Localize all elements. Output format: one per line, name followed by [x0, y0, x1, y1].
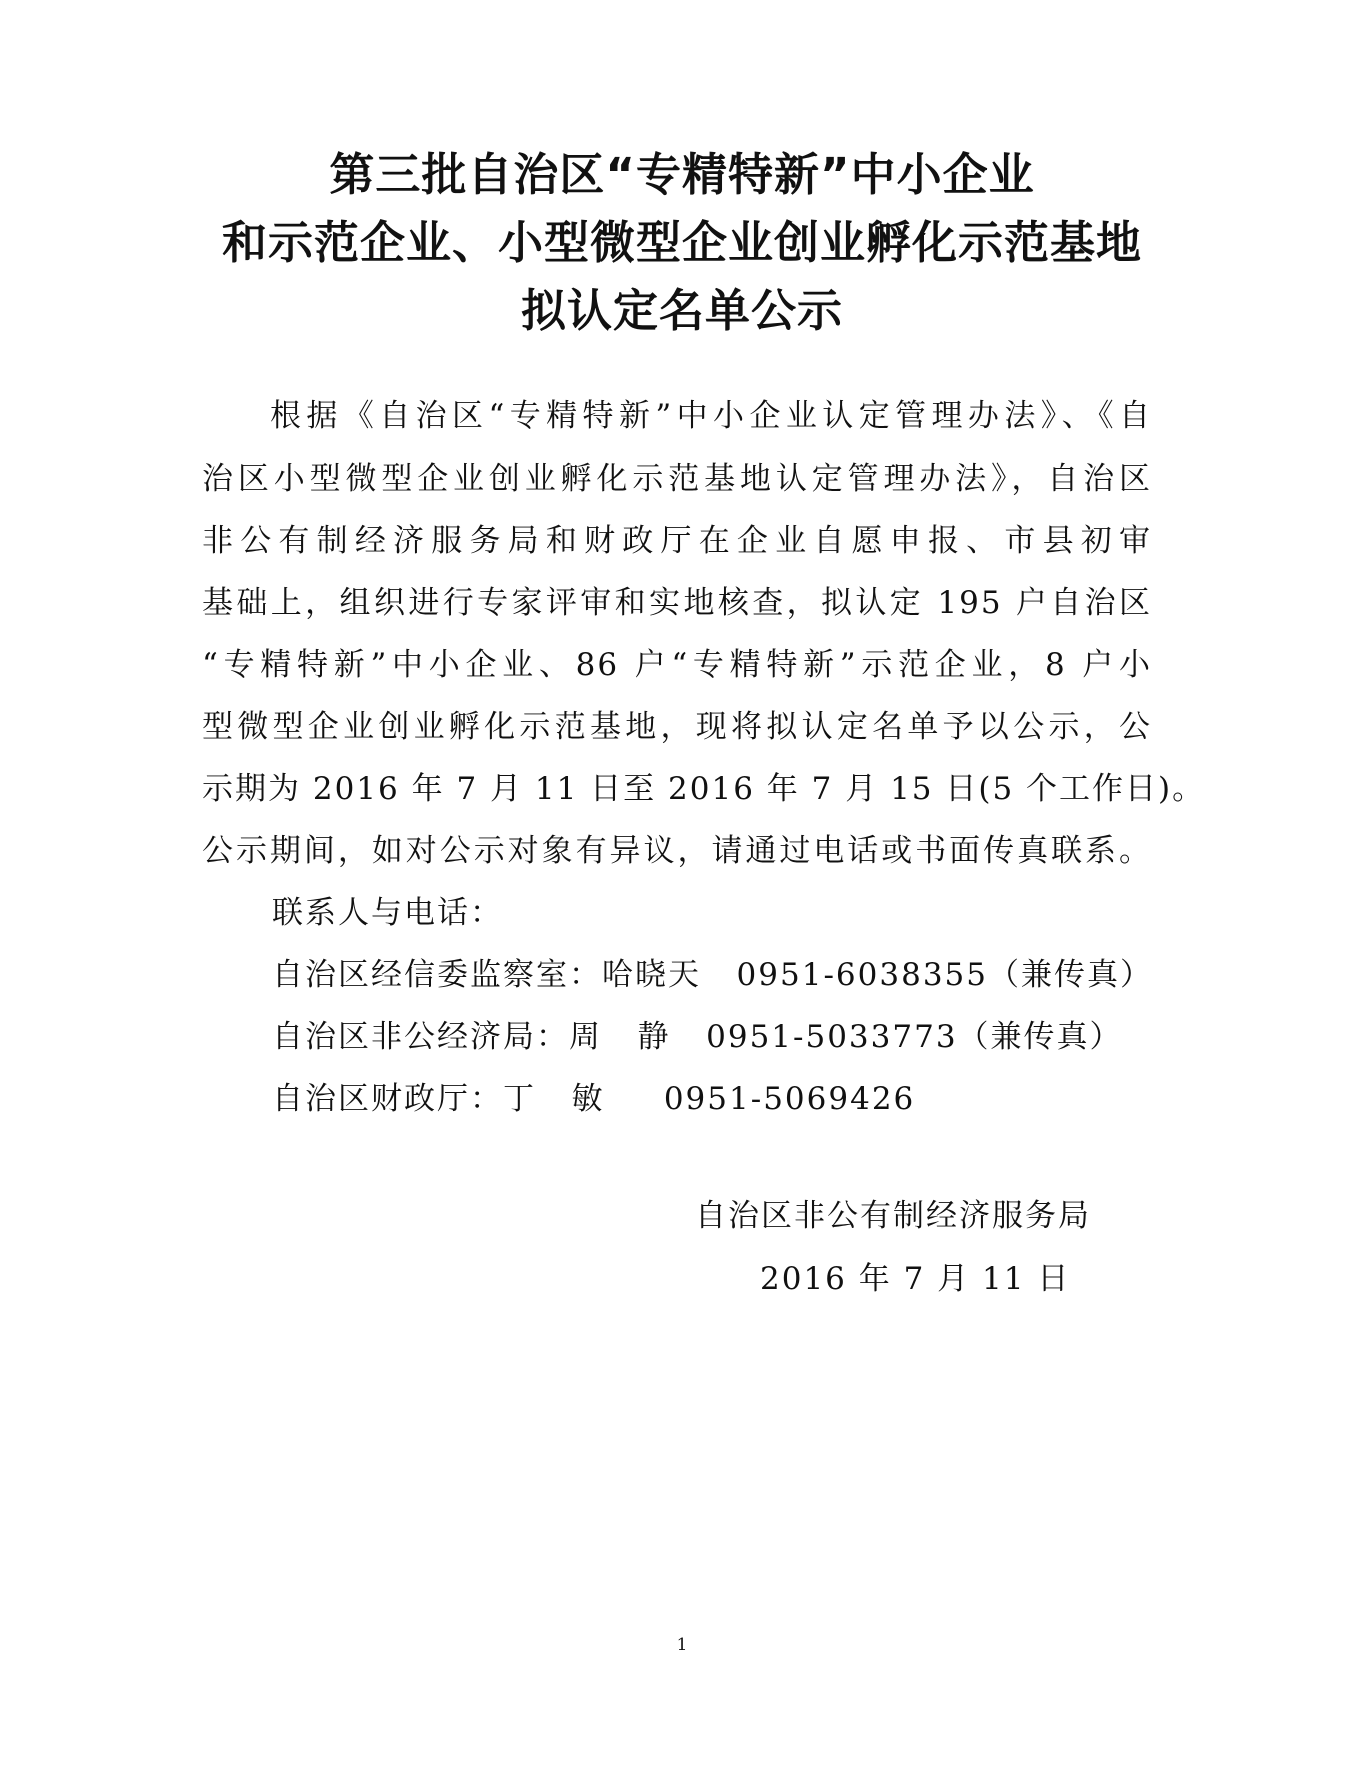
- body-paragraph-line: 示期为 2016 年 7 月 11 日至 2016 年 7 月 15 日(5 个工作日)。: [202, 771, 1206, 807]
- body-paragraph-line: 非公有制经济服务局和财政厅在企业自愿申报、市县初审: [202, 523, 1152, 559]
- contact-line: 自治区经信委监察室：哈晓天 0951-6038355（兼传真）: [272, 957, 1153, 993]
- signature-date: 2016 年 7 月 11 日: [760, 1261, 1071, 1297]
- document-title-line-3: 拟认定名单公示: [520, 284, 843, 337]
- document-title-line-2: 和示范企业、小型微型企业创业孵化示范基地: [221, 216, 1142, 269]
- contact-line: 自治区非公经济局：周 静 0951-5033773（兼传真）: [272, 1019, 1123, 1055]
- body-paragraph-line: 公示期间，如对公示对象有异议，请通过电话或书面传真联系。: [202, 833, 1152, 869]
- body-paragraph-line: 治区小型微型企业创业孵化示范基地认定管理办法》，自治区: [202, 461, 1152, 497]
- body-paragraph-line: “专精特新”中小企业、86 户“专精特新”示范企业，8 户小: [202, 647, 1152, 683]
- signature-organization: 自治区非公有制经济服务局: [695, 1198, 1091, 1234]
- page-number: 1: [676, 1635, 688, 1655]
- body-paragraph-line: 根据《自治区“专精特新”中小企业认定管理办法》、《自: [270, 398, 1152, 434]
- body-paragraph-line: 型微型企业创业孵化示范基地，现将拟认定名单予以公示，公: [202, 709, 1152, 745]
- contacts-heading: 联系人与电话：: [272, 895, 503, 931]
- body-paragraph-line: 基础上，组织进行专家评审和实地核查，拟认定 195 户自治区: [202, 585, 1152, 621]
- contact-line: 自治区财政厅：丁 敏 0951-5069426: [272, 1081, 916, 1117]
- document-title-line-1: 第三批自治区“专精特新”中小企业: [329, 148, 1035, 201]
